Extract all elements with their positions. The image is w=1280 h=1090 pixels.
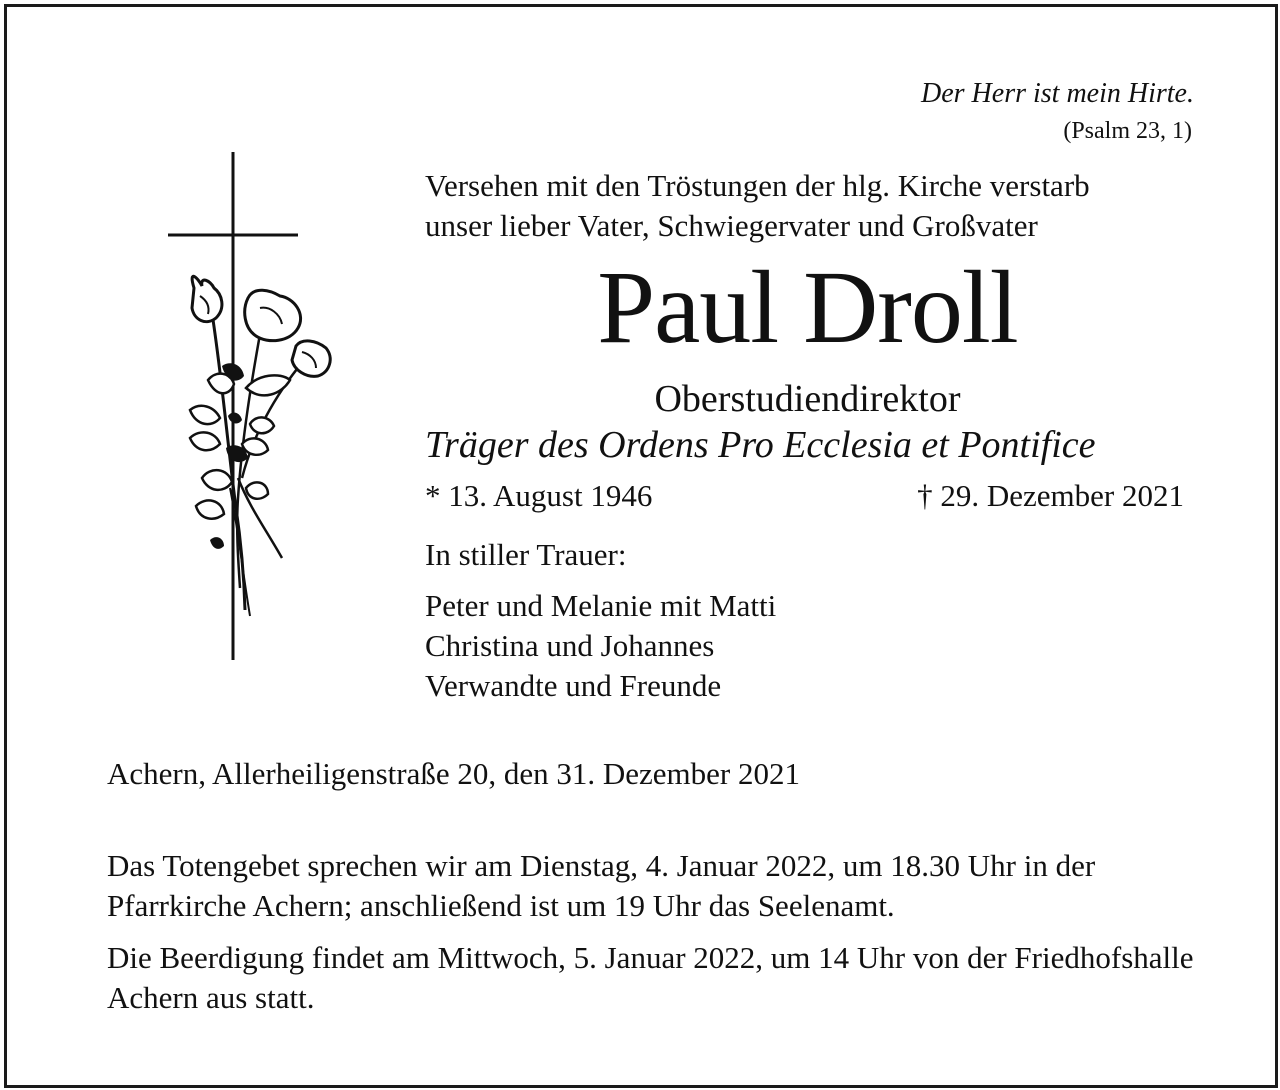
psalm-reference: (Psalm 23, 1) [1063,118,1192,144]
cross-with-roses-icon [150,148,350,663]
mourners-list [425,586,776,706]
intro-line: unser lieber Vater, Schwiegervater und Großvater [425,208,1038,243]
mourner-item: Peter und Melanie mit Matti [425,588,777,623]
mourner-item: Christina und Johannes [425,628,715,663]
honor-order: Träger des Ordens Pro Ecclesia et Pontifice [425,424,1096,466]
death-date: † 29. Dezember 2021 [917,478,1184,513]
deceased-name: Paul Droll [597,250,1018,365]
funeral-notice: Die Beerdigung findet am Mittwoch, 5. Januar 2022, um 14 Uhr von der Friedhofshalle Achern aus statt. [107,940,1194,1015]
mourning-heading: In stiller Trauer: [425,537,627,572]
birth-date: * 13. August 1946 [425,478,653,513]
prayer-notice: Das Totengebet sprechen wir am Dienstag, 4. Januar 2022, um 18.30 Uhr in der Pfarrkirche Achern; anschließend ist um 19 Uhr das Seelenamt. [107,848,1096,923]
place-and-date: Achern, Allerheiligenstraße 20, den 31. Dezember 2021 [107,756,800,791]
intro-text [425,166,1090,246]
psalm-quote: Der Herr ist mein Hirte. [921,78,1194,109]
intro-line: Versehen mit den Tröstungen der hlg. Kirche verstarb [425,168,1090,203]
deceased-title: Oberstudiendirektor [654,378,961,420]
mourner-item: Verwandte und Freunde [425,668,722,703]
